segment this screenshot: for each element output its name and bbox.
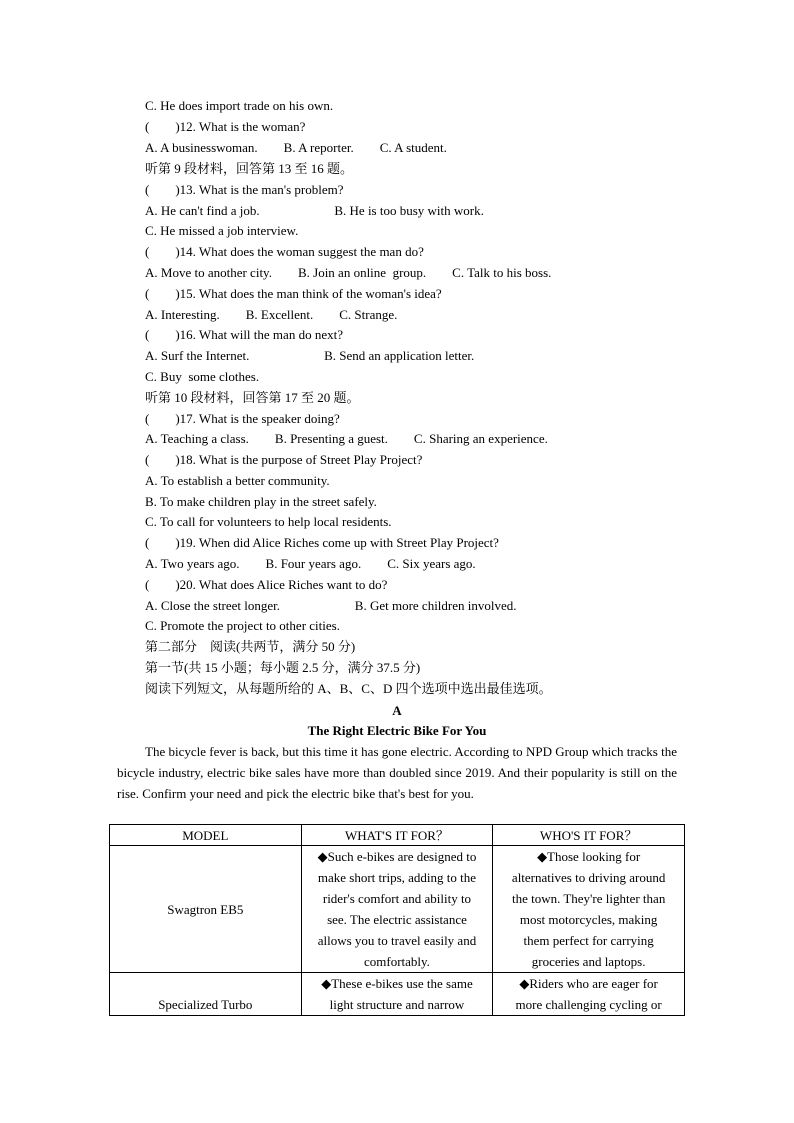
- cell-line: comfortably.: [363, 954, 430, 969]
- header-model: MODEL: [110, 825, 302, 846]
- who-cell: [493, 973, 685, 1016]
- model-cell: Swagtron EB5: [110, 846, 302, 973]
- text-line: A. Move to another city. B. Join an online group. C. Talk to his boss.: [145, 265, 552, 280]
- cell-line: alternatives to driving around: [511, 870, 666, 885]
- text-line: ( )13. What is the man's problem?: [145, 182, 344, 197]
- text-line: ( )18. What is the purpose of Street Play Project?: [145, 452, 423, 467]
- text-line: A. Close the street longer. B. Get more children involved.: [145, 598, 517, 613]
- model-cell: Specialized Turbo: [110, 973, 302, 1016]
- text-line: A. To establish a better community.: [145, 473, 330, 488]
- text-line: C. To call for volunteers to help local residents.: [145, 514, 392, 529]
- text-line: A. Teaching a class. B. Presenting a guest. C. Sharing an experience.: [145, 431, 548, 446]
- text-line: 听第 10 段材料，回答第 17 至 20 题。: [145, 390, 360, 405]
- text-line: C. Buy some clothes.: [145, 369, 260, 384]
- text-line: ( )12. What is the woman?: [145, 119, 306, 134]
- cell-line: the town. They're lighter than: [511, 891, 666, 906]
- text-line: B. To make children play in the street safely.: [145, 494, 377, 509]
- text-line: A. A businesswoman. B. A reporter. C. A student.: [145, 140, 447, 155]
- cell-line: rider's comfort and ability to: [322, 891, 472, 906]
- text-line: A. Interesting. B. Excellent. C. Strange.: [145, 307, 398, 322]
- cell-line: see. The electric assistance: [327, 912, 467, 927]
- text-line: C. He does import trade on his own.: [145, 98, 334, 113]
- what-cell: [301, 973, 493, 1016]
- cell-line: make short trips, adding to the: [317, 870, 477, 885]
- what-cell: [301, 846, 493, 973]
- text-line: ( )16. What will the man do next?: [145, 327, 343, 342]
- cell-line: them perfect for carrying: [523, 933, 654, 948]
- header-who: WHO'S IT FOR？: [493, 825, 685, 846]
- table-row: [110, 973, 685, 1016]
- cell-line: ◆Riders who are eager for: [519, 976, 658, 991]
- text-line: 第二部分 阅读(共两节，满分 50 分): [145, 639, 356, 654]
- text-line: 第一节(共 15 小题；每小题 2.5 分，满分 37.5 分): [145, 660, 421, 675]
- cell-line: groceries and laptops.: [531, 954, 646, 969]
- text-line: 阅读下列短文，从每题所给的 A、B、C、D 四个选项中选出最佳选项。: [145, 681, 552, 696]
- who-cell: [493, 846, 685, 973]
- text-line: ( )17. What is the speaker doing?: [145, 411, 340, 426]
- text-line: ( )19. When did Alice Riches come up with Street Play Project?: [145, 535, 499, 550]
- table-header-row: [110, 825, 685, 846]
- text-line: C. Promote the project to other cities.: [145, 618, 340, 633]
- text-line: A. Surf the Internet. B. Send an application letter.: [145, 348, 475, 363]
- text-line: ( )14. What does the woman suggest the man do?: [145, 244, 424, 259]
- text-line: ( )15. What does the man think of the woman's idea?: [145, 286, 442, 301]
- cell-line: ◆Such e-bikes are designed to: [317, 849, 477, 864]
- text-line: 听第 9 段材料，回答第 13 至 16 题。: [145, 161, 354, 176]
- cell-line: light structure and narrow: [329, 997, 465, 1012]
- intro-paragraph: The bicycle fever is back, but this time it has gone electric. According to NPD Group which tracks the bicycle industry, electric bike sales have more than doubled since 2019. And their popularity is still on the rise. Confirm your need and pick the electric bike that's best for you.: [117, 744, 677, 801]
- bike-table: [109, 824, 685, 1016]
- section-letter: A: [392, 703, 402, 718]
- text-line: A. Two years ago. B. Four years ago. C. Six years ago.: [145, 556, 476, 571]
- cell-line: allows you to travel easily and: [317, 933, 477, 948]
- table-row: [110, 846, 685, 973]
- cell-line: most motorcycles, making: [519, 912, 658, 927]
- text-line: C. He missed a job interview.: [145, 223, 299, 238]
- text-line: ( )20. What does Alice Riches want to do?: [145, 577, 388, 592]
- cell-line: more challenging cycling or: [515, 997, 662, 1012]
- text-line: A. He can't find a job. B. He is too busy with work.: [145, 203, 484, 218]
- header-what: WHAT'S IT FOR？: [301, 825, 493, 846]
- cell-line: ◆Those looking for: [537, 849, 641, 864]
- article-title: The Right Electric Bike For You: [307, 723, 487, 738]
- cell-line: ◆These e-bikes use the same: [321, 976, 473, 991]
